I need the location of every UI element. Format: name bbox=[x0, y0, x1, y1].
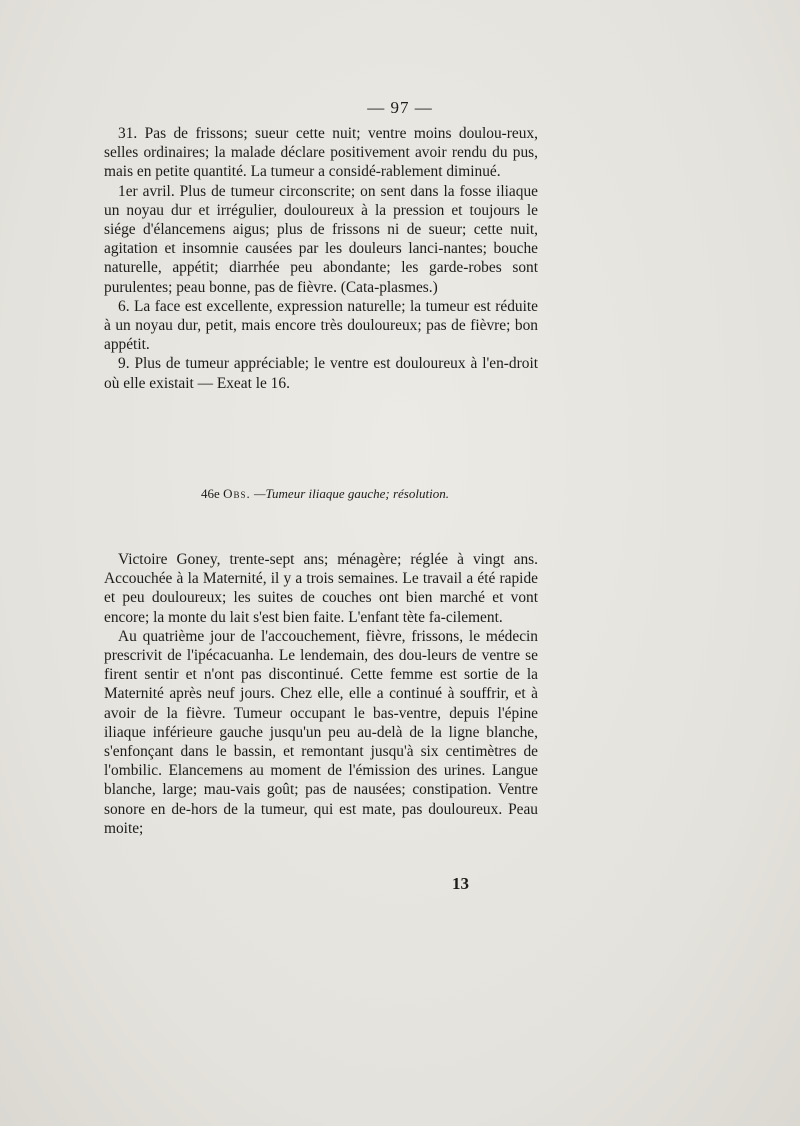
paragraph-day-31: 31. Pas de frissons; sueur cette nuit; ventre moins doulou-reux, selles ordinaires; la malade déclare positivement avoir rendu du pus, mais en petite quantité. La tumeur a considé-rablement diminué. bbox=[104, 125, 538, 181]
observation-heading bbox=[0, 486, 650, 502]
observation-continuation bbox=[104, 124, 538, 393]
observation-46-body bbox=[104, 550, 538, 838]
paragraph-patient-history: Victoire Goney, trente-sept ans; ménagère; réglée à vingt ans. Accouchée à la Maternité, il y a trois semaines. Le travail a été rapide et peu douloureux; les suites de couches ont bien marché et vont encore; la monte du lait s'est bien faite. L'enfant tète fa-cilement. bbox=[104, 551, 538, 626]
paragraph-day-9: 9. Plus de tumeur appréciable; le ventre est douloureux à l'en-droit où elle existait — Exeat le 16. bbox=[104, 355, 538, 392]
observation-number: 46e bbox=[201, 486, 220, 501]
paragraph-clinical-course: Au quatrième jour de l'accouchement, fièvre, frissons, le médecin prescrivit de l'ipécacuanha. Le lendemain, des dou-leurs de ventre se firent sentir et n'ont pas discontinué. Cette femme est sortie de la Maternité après neuf jours. Chez elle, elle a continué à souffrir, et à avoir de la fièvre. Tumeur occupant le bas-ventre, depuis l'épine iliaque inférieure gauche jusqu'un peu au-delà de la ligne blanche, s'enfonçant dans le bassin, et remontant jusqu'à six centimètres de l'ombilic. Elancemens au moment de l'émission des urines. Langue blanche, large; mau-vais goût; pas de nausées; constipation. Ventre sonore en de-hors de la tumeur, qui est mate, pas douloureux. Peau moite; bbox=[104, 627, 538, 837]
signature-mark: 13 bbox=[452, 874, 469, 893]
observation-label: Obs. bbox=[223, 486, 251, 501]
paragraph-day-6: 6. La face est excellente, expression naturelle; la tumeur est réduite à un noyau dur, petit, mais encore très douloureux; pas de fièvre; bon appétit. bbox=[104, 297, 538, 354]
observation-title: —Tumeur iliaque gauche; résolution. bbox=[253, 486, 449, 501]
page-number: — 97 — bbox=[367, 98, 433, 117]
paragraph-april-1: 1er avril. Plus de tumeur circonscrite; on sent dans la fosse iliaque un noyau dur et irrégulier, douloureux à la pression et toujours le siége d'élancemens aigus; plus de frissons ni de sueur; cette nuit, agitation et insomnie causées par les douleurs lanci-nantes; bouche naturelle, appétit; diarrhée peu abondante; les garde-robes sont purulentes; peau bonne, pas de fièvre. (Cata-plasmes.) bbox=[104, 182, 538, 296]
